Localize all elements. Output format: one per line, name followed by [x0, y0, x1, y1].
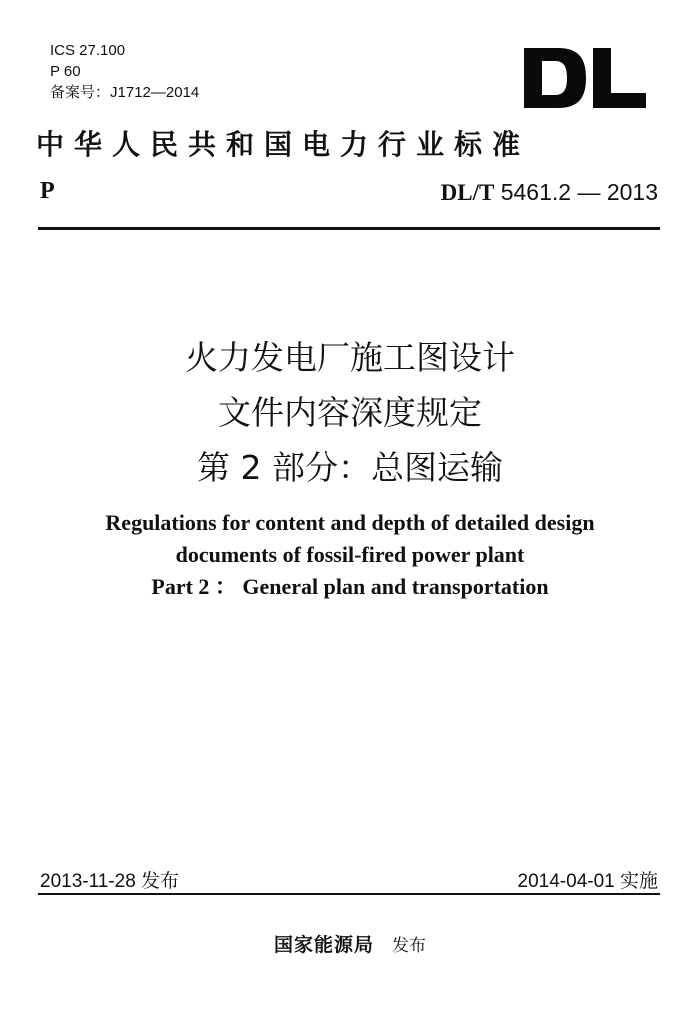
filing-line — [50, 82, 199, 103]
english-title-line-2: documents of fossil-fired power plant — [175, 542, 525, 567]
english-title-line-1: Regulations for content and depth of detailed design — [105, 510, 595, 535]
chinese-title — [0, 330, 700, 495]
standard-number — [441, 179, 658, 206]
dl-logo-letter-d — [524, 48, 586, 108]
dl-logo — [524, 48, 646, 108]
chinese-title-line-1: 火力发电厂施工图设计 — [185, 338, 515, 377]
chinese-title-line-2: 文件内容深度规定 — [218, 393, 482, 432]
issuing-authority-title: 中华人民共和国电力行业标准 — [36, 128, 531, 161]
implementation-date: 2014-04-01 实施 — [517, 871, 658, 892]
standard-code: 5461.2 — 2013 — [494, 179, 658, 205]
publisher-name: 国家能源局 — [273, 934, 374, 956]
header-metadata — [50, 40, 199, 103]
ccs-code: P 60 — [50, 63, 81, 80]
top-divider — [38, 227, 660, 230]
english-title — [0, 507, 700, 603]
ics-code: ICS 27.100 — [50, 42, 126, 59]
chinese-title-line-3: 第 2 部分：总图运输 — [197, 448, 503, 487]
publisher — [0, 930, 700, 957]
bottom-divider — [38, 893, 660, 895]
dl-logo-letter-l — [593, 48, 646, 108]
english-title-line-3: Part 2 ： General plan and transportation — [151, 574, 549, 599]
issue-date: 2013-11-28 发布 — [40, 871, 180, 892]
filing-number: J1712—2014 — [110, 84, 200, 101]
publisher-action: 发布 — [392, 936, 426, 956]
standard-prefix: DL/T — [440, 180, 495, 205]
classification-letter: P — [40, 178, 55, 204]
filing-label: 备案号： — [50, 84, 111, 101]
